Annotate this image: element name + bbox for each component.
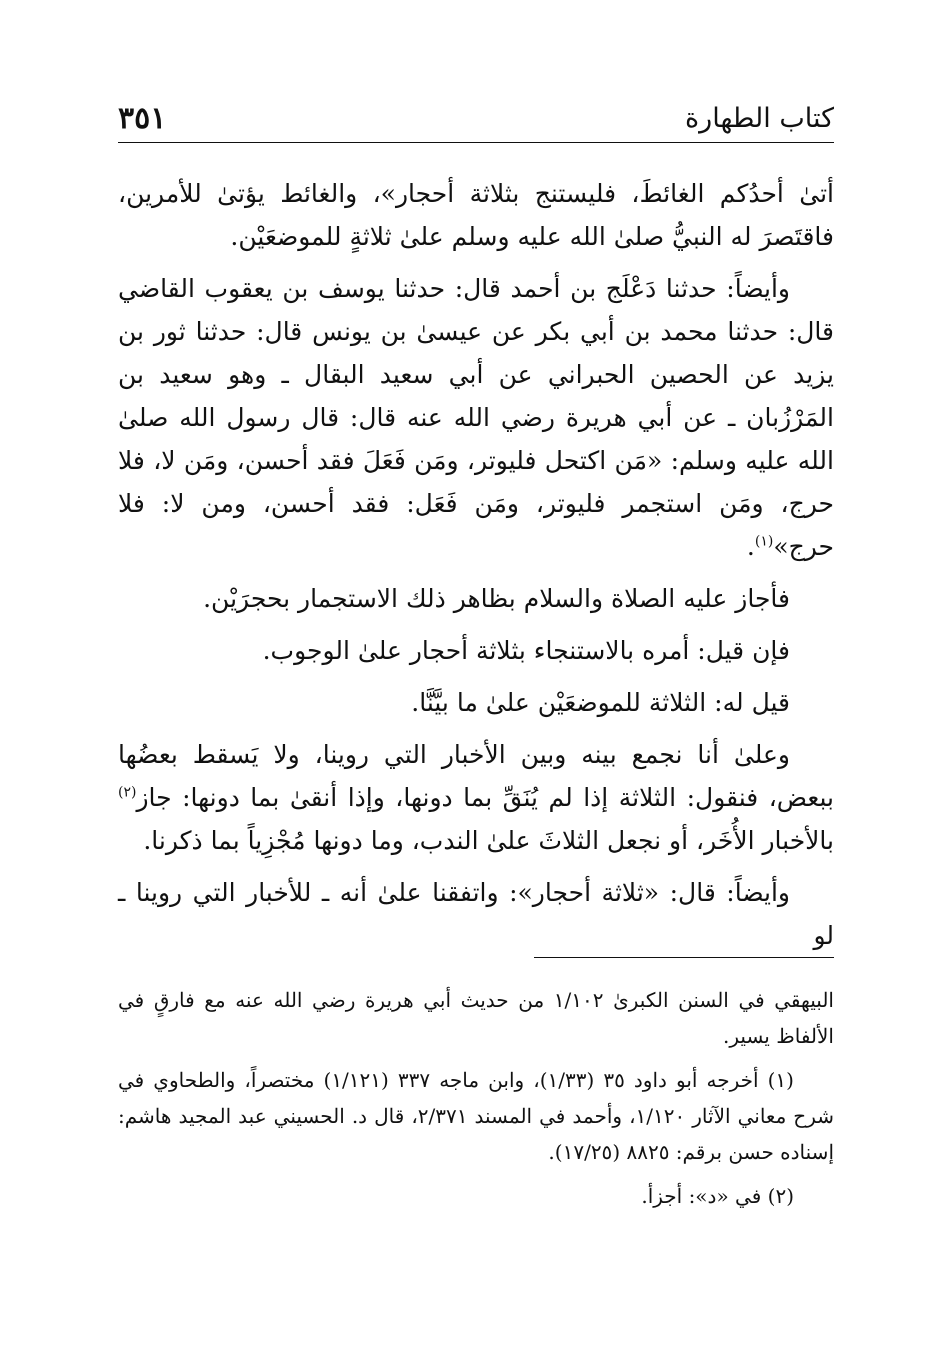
paragraph-4: فإن قيل: أمره بالاستنجاء بثلاثة أحجار علىٰ الوجوب. (262, 636, 790, 665)
page-number: ٣٥١ (118, 101, 167, 136)
paragraph-2-end: . (746, 532, 755, 561)
footnote-2: (٢) في «د»: أجزأ. (641, 1184, 794, 1208)
paragraph-6-text: وعلىٰ أنا نجمع بينه وبين الأخبار التي روينا، ولا يَسقط بعضُها ببعض، فنقول: الثلاثة إذا لم يُنَقِّ بما دونها، وإذا أنقىٰ بما دونها: جاز (118, 740, 834, 812)
footnotes (118, 982, 834, 1222)
footnote-continued: البيهقي في السنن الكبرىٰ ١/١٠٢ من حديث أبي هريرة رضي الله عنه مع فارقٍ في الألفاظ يسير. (118, 988, 834, 1048)
footnote-1: (١) أخرجه أبو داود ٣٥ (١/٣٣)، وابن ماجه ٣٣٧ (١/١٢١) مختصراً، والطحاوي في شرح معاني الآثار ١/١٢٠، وأحمد في المسند ٢/٣٧١، قال د. الحسيني عبد المجيد هاشم: إسناده حسن برقم: ٨٨٢٥ (١٧/٢٥). (118, 1068, 835, 1164)
running-title: كتاب الطهارة (685, 103, 834, 134)
paragraph-5: قيل له: الثلاثة للموضعَيْن علىٰ ما بيَّنَّا. (411, 688, 790, 717)
footnote-ref-2: (٢) (118, 784, 137, 801)
paragraph-3: فأجاز عليه الصلاة والسلام بظاهر ذلك الاستجمار بحجرَيْن. (203, 584, 790, 613)
paragraph-2 (118, 267, 834, 568)
paragraph-1: أتىٰ أحدُكم الغائطَ، فليستنج بثلاثة أحجار»، والغائط يؤتىٰ للأمرين، فاقتَصرَ له النبيُّ صلىٰ الله عليه وسلم علىٰ ثلاثةٍ للموضعَيْن. (118, 179, 834, 251)
footnote-divider (534, 957, 834, 958)
paragraph-6-end: بالأخبار الأُخَر، أو نجعل الثلاثَ علىٰ الندب، وما دونها مُجْزِياً بما ذكرنا. (143, 826, 834, 855)
main-text (118, 172, 834, 966)
paragraph-2-text: وأيضاً: حدثنا دَعْلَج بن أحمد قال: حدثنا يوسف بن يعقوب القاضي قال: حدثنا محمد بن أبي بكر عن عيسىٰ بن يونس قال: حدثنا ثور بن يزيد عن الحصين الحبراني عن أبي سعيد البقال ـ وهو سعيد بن المَرْزُبان ـ عن أبي هريرة رضي الله عنه قال: قال رسول الله صلىٰ الله عليه وسلم: «مَن اكتحل فليوتر، ومَن فَعَلَ فقد أحسن، ومَن لا، فلا حرج، ومَن استجمر فليوتر، ومَن فَعَل: فقد أحسن، ومن لا: فلا حرج» (118, 274, 834, 561)
paragraph-7: وأيضاً: قال: «ثلاثة أحجار»: واتفقنا علىٰ أنه ـ للأخبار التي روينا ـ لو (118, 878, 834, 950)
paragraph-6 (118, 733, 834, 862)
page-header (118, 96, 834, 143)
footnote-ref-1: (١) (754, 533, 774, 550)
